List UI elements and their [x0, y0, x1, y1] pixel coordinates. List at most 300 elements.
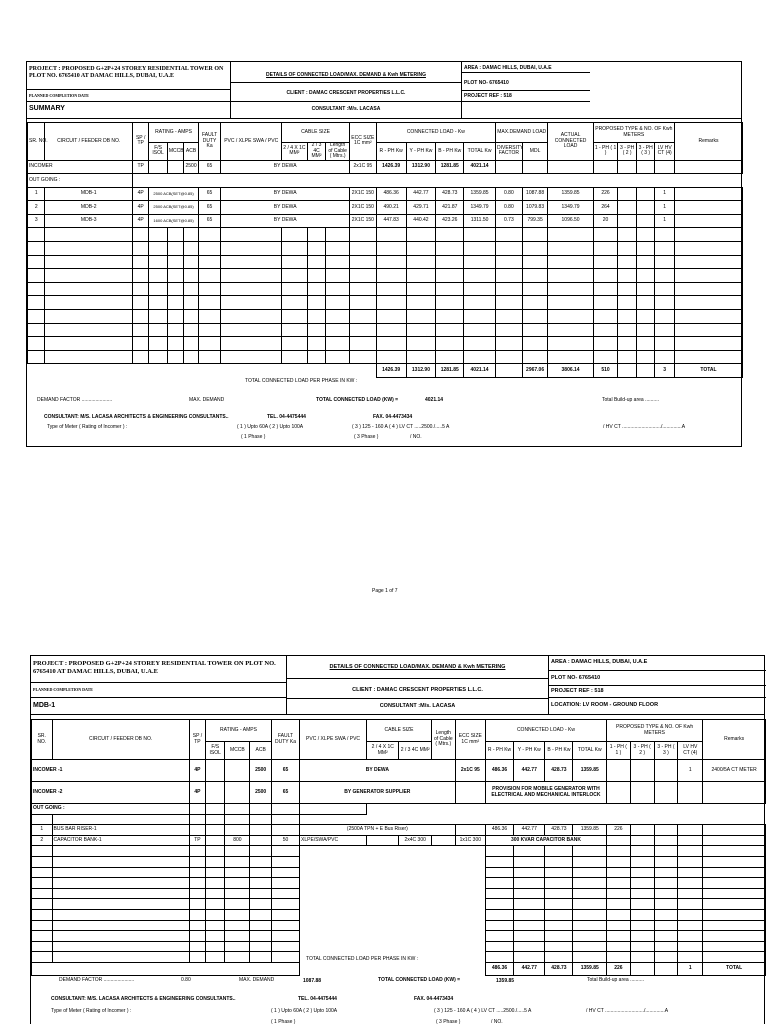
table-cell: (2500A TPN + E Bus Riser) — [300, 825, 456, 836]
table-cell — [455, 920, 485, 931]
table-row-empty — [28, 242, 743, 256]
table-cell — [674, 174, 742, 188]
table-cell: 2x1C 95 — [455, 760, 485, 782]
table-cell — [221, 174, 282, 188]
table-cell — [678, 846, 703, 857]
table-cell — [184, 310, 198, 324]
table-cell — [636, 282, 655, 296]
table-cell — [250, 835, 272, 846]
table-cell — [300, 931, 367, 942]
total-connected-label: TOTAL CONNECTED LOAD (KW) = — [378, 977, 461, 983]
table-cell — [52, 899, 189, 910]
outgoing-label: OUT GOING : — [32, 804, 190, 815]
page-number: Page 1 of 7 — [372, 588, 398, 594]
table-cell — [703, 909, 766, 920]
table-cell — [282, 337, 308, 351]
table-cell — [189, 846, 205, 857]
table-cell — [250, 814, 272, 825]
table-cell: 428.73 — [545, 760, 573, 782]
table-cell — [225, 888, 250, 899]
table-cell — [431, 846, 455, 857]
table-cell: MDB-1 — [45, 187, 132, 201]
table-cell — [406, 296, 436, 310]
table-cell — [149, 323, 168, 337]
table-cell — [376, 228, 406, 242]
table-cell — [606, 931, 630, 942]
table-cell — [485, 814, 513, 825]
col-circuit: CIRCUIT / FEEDER DB NO. — [45, 123, 132, 161]
meter-option-1: ( 1 ) Upto 60A ( 2 ) Upto 100A — [237, 424, 304, 430]
table-cell: 2X1C 150 — [349, 187, 376, 201]
table-cell: PROVISION FOR MOBILE GENERATOR WITH ELECTRICAL AND MECHANICAL INTERLOCK — [485, 782, 606, 804]
table-cell — [250, 931, 272, 942]
table-cell — [630, 899, 654, 910]
table-cell — [436, 269, 464, 283]
table-cell — [28, 323, 45, 337]
table-cell — [399, 909, 431, 920]
table-cell — [376, 174, 406, 188]
table-cell: 486.36 — [485, 760, 513, 782]
table-cell — [406, 174, 436, 188]
planned-completion: PLANNED COMPLETION DATE — [33, 687, 93, 692]
table-cell — [221, 323, 282, 337]
table-cell — [167, 323, 183, 337]
table-cell — [167, 160, 183, 174]
table-cell — [307, 242, 326, 256]
table-cell — [225, 899, 250, 910]
table-cell — [221, 255, 282, 269]
table-cell — [406, 350, 436, 364]
table-cell: 4021.14 — [464, 160, 496, 174]
table-cell — [678, 899, 703, 910]
table-cell — [300, 920, 367, 931]
table-row-empty — [28, 282, 743, 296]
table-cell — [282, 323, 308, 337]
table-cell: 1349.79 — [548, 201, 593, 215]
table-row-empty — [32, 846, 766, 857]
table-cell — [271, 814, 299, 825]
table-cell — [522, 337, 548, 351]
max-demand-label: MAX. DEMAND — [239, 977, 275, 983]
table-cell — [436, 310, 464, 324]
table-cell — [636, 174, 655, 188]
table-cell: 1359.85 — [464, 187, 496, 201]
table-cell — [636, 310, 655, 324]
table-row-empty — [28, 337, 743, 351]
table-cell — [132, 323, 148, 337]
table-cell — [593, 350, 618, 364]
table-cell — [674, 310, 742, 324]
table-cell — [189, 899, 205, 910]
table-cell — [225, 931, 250, 942]
table-cell — [307, 296, 326, 310]
table-cell: 2 — [32, 835, 53, 846]
table-cell — [496, 296, 523, 310]
table-cell: 2500 — [184, 160, 198, 174]
col-mccb: MCCB — [225, 742, 250, 760]
table-cell — [464, 323, 496, 337]
table-cell: 428.73 — [436, 187, 464, 201]
table-cell — [630, 878, 654, 889]
document-title: DETAILS OF CONNECTED LOAD/MAX. DEMAND & Kwh METERING — [329, 664, 506, 670]
table-cell — [630, 760, 654, 782]
demand-factor-value: 0.80 — [181, 977, 191, 983]
total-cell: 1 — [678, 962, 703, 975]
col-cable-4c: 2 / 3 4C MM² — [399, 742, 431, 760]
total-cell: TOTAL — [703, 962, 766, 975]
col-proposed: PROPOSED TYPE & NO. OF Kwh METERS — [606, 720, 702, 742]
table-cell — [206, 909, 225, 920]
client-label: CLIENT : DAMAC CRESCENT PROPERTIES L.L.C. — [352, 687, 483, 693]
table-cell — [367, 899, 399, 910]
total-connected-value: 4021.14 — [425, 397, 444, 403]
hv-ct: / HV CT ............................/..............A — [586, 1008, 669, 1014]
table-cell: BY DEWA — [221, 160, 350, 174]
table-cell: 440.42 — [406, 214, 436, 228]
table-cell — [271, 825, 299, 836]
table-cell — [326, 282, 350, 296]
table-cell — [307, 174, 326, 188]
table-cell — [496, 337, 523, 351]
table-cell — [45, 282, 132, 296]
table-cell — [431, 888, 455, 899]
table-cell — [271, 856, 299, 867]
table-cell — [496, 323, 523, 337]
table-cell — [225, 782, 250, 804]
table-cell — [703, 846, 766, 857]
table-cell — [399, 920, 431, 931]
table-cell — [376, 296, 406, 310]
table-cell — [522, 296, 548, 310]
table-row — [32, 835, 766, 846]
tel: TEL. 04-4475444 — [267, 414, 306, 420]
table-cell — [184, 337, 198, 351]
table-cell: BY DEWA — [221, 214, 350, 228]
three-phase: ( 3 Phase ) — [354, 434, 379, 440]
table-cell — [45, 337, 132, 351]
table-cell — [307, 350, 326, 364]
table-cell — [349, 296, 376, 310]
table-cell — [703, 835, 766, 846]
table-cell — [606, 782, 630, 804]
col-actual: ACTUAL CONNECTED LOAD — [548, 123, 593, 161]
load-table — [31, 719, 766, 976]
table-cell — [132, 174, 148, 188]
table-cell — [300, 856, 367, 867]
table-cell — [630, 909, 654, 920]
table-cell — [376, 242, 406, 256]
table-row-empty — [32, 909, 766, 920]
table-cell — [167, 174, 183, 188]
table-cell — [45, 242, 132, 256]
table-cell — [703, 920, 766, 931]
table-cell — [367, 835, 399, 846]
table-cell: 0.80 — [496, 187, 523, 201]
table-cell — [545, 846, 573, 857]
table-cell — [282, 242, 308, 256]
table-cell — [674, 350, 742, 364]
table-cell — [221, 269, 282, 283]
table-cell — [367, 888, 399, 899]
table-cell: 2X1C 150 — [349, 201, 376, 215]
table-cell — [271, 909, 299, 920]
table-cell — [674, 242, 742, 256]
table-cell — [455, 878, 485, 889]
table-cell — [225, 825, 250, 836]
col-yph: Y - PH Kw — [514, 742, 545, 760]
table-cell — [367, 931, 399, 942]
table-cell — [250, 804, 272, 815]
table-cell — [32, 846, 53, 857]
table-cell — [149, 174, 168, 188]
table-cell — [636, 323, 655, 337]
demand-factor: DEMAND FACTOR ...................... — [37, 397, 113, 403]
total-cell: 3806.14 — [548, 364, 593, 378]
table-cell — [593, 282, 618, 296]
col-circuit: CIRCUIT / FEEDER DB NO. — [52, 720, 189, 760]
planned-completion: PLANNED COMPLETION DATE — [29, 93, 89, 98]
table-cell — [545, 909, 573, 920]
table-cell: 1 — [655, 187, 675, 201]
table-cell — [655, 310, 675, 324]
table-cell: 442.77 — [514, 760, 545, 782]
table-cell — [464, 255, 496, 269]
table-cell — [436, 350, 464, 364]
table-cell: 1079.83 — [522, 201, 548, 215]
table-cell — [431, 909, 455, 920]
table-cell — [52, 920, 189, 931]
table-cell — [548, 269, 593, 283]
table-cell — [250, 846, 272, 857]
table-cell — [250, 825, 272, 836]
col-fault: FAULT DUTY Ka — [198, 123, 221, 161]
col-yph: Y - PH Kw — [406, 143, 436, 161]
table-cell — [189, 867, 205, 878]
table-row-empty — [32, 899, 766, 910]
total-cell: 1281.85 — [436, 364, 464, 378]
table-cell — [593, 255, 618, 269]
table-cell: 226 — [606, 825, 630, 836]
table-cell — [282, 255, 308, 269]
no-label: / NO. — [410, 434, 422, 440]
table-cell — [52, 888, 189, 899]
table-cell — [455, 814, 485, 825]
col-connected: CONNECTED LOAD - Kw — [376, 123, 495, 143]
table-cell — [307, 228, 326, 242]
table-cell — [149, 296, 168, 310]
table-cell — [630, 804, 654, 815]
table-cell — [45, 296, 132, 310]
table-cell — [548, 282, 593, 296]
table-cell — [300, 814, 367, 825]
totals-label: TOTAL CONNECTED LOAD PER PHASE IN KW : — [306, 956, 419, 962]
table-cell — [678, 856, 703, 867]
table-cell — [436, 323, 464, 337]
table-cell: 1359.85 — [573, 825, 607, 836]
table-cell — [573, 931, 607, 942]
table-cell — [545, 867, 573, 878]
table-cell — [326, 255, 350, 269]
table-cell — [674, 187, 742, 201]
table-cell — [52, 867, 189, 878]
table-cell — [618, 337, 637, 351]
table-cell — [654, 909, 678, 920]
table-cell — [221, 296, 282, 310]
table-cell — [522, 310, 548, 324]
table-cell: 65 — [198, 214, 221, 228]
table-cell — [455, 909, 485, 920]
table-cell — [225, 846, 250, 857]
table-cell — [349, 350, 376, 364]
col-rating: RATING - AMPS — [149, 123, 198, 143]
table-cell — [593, 174, 618, 188]
table-cell — [464, 242, 496, 256]
table-cell — [271, 920, 299, 931]
table-cell: 65 — [198, 187, 221, 201]
table-cell — [496, 174, 523, 188]
col-pvc: PVC / XLPE SWA / PVC — [221, 123, 282, 161]
table-cell — [674, 269, 742, 283]
table-cell — [52, 856, 189, 867]
table-cell — [149, 160, 168, 174]
consultant-footer: CONSULTANT: M/S. LACASA ARCHITECTS & ENGINEERING CONSULTANTS.. — [44, 414, 229, 420]
table-cell — [225, 760, 250, 782]
section-name: MDB-1 — [33, 702, 56, 709]
section-name: SUMMARY — [29, 105, 65, 112]
table-cell — [52, 846, 189, 857]
table-cell — [618, 242, 637, 256]
col-lvhv: LV HV CT (4) — [655, 143, 675, 161]
plot-label: PLOT NO- 6765410 — [551, 675, 601, 681]
table-cell — [367, 846, 399, 857]
table-cell: 1426.39 — [376, 160, 406, 174]
table-cell: 4P — [189, 760, 205, 782]
table-cell — [250, 899, 272, 910]
col-cable-1c: 2 / 4 X 1C MM² — [282, 143, 308, 161]
table-cell — [52, 909, 189, 920]
table-cell — [655, 337, 675, 351]
table-cell — [674, 201, 742, 215]
table-cell — [367, 856, 399, 867]
table-cell — [630, 835, 654, 846]
table-cell: XLPE/SWA/PVC — [300, 835, 367, 846]
col-p3b: 3 - PH ( 3 ) — [636, 143, 655, 161]
table-cell — [206, 920, 225, 931]
table-cell: 2 — [28, 201, 45, 215]
table-cell — [703, 782, 766, 804]
table-cell — [674, 228, 742, 242]
table-cell — [703, 856, 766, 867]
table-cell — [250, 878, 272, 889]
table-cell — [52, 878, 189, 889]
table-cell — [548, 296, 593, 310]
table-cell: 1349.79 — [464, 201, 496, 215]
table-cell — [32, 814, 53, 825]
area-label: AREA : DAMAC HILLS, DUBAI, U.A.E — [464, 65, 552, 71]
table-cell — [184, 269, 198, 283]
table-cell — [367, 867, 399, 878]
table-cell — [703, 804, 766, 815]
table-cell — [545, 920, 573, 931]
table-cell — [189, 909, 205, 920]
table-cell — [376, 255, 406, 269]
total-cell: 2967.06 — [522, 364, 548, 378]
table-row-empty — [32, 878, 766, 889]
table-cell — [198, 174, 221, 188]
table-cell — [184, 174, 198, 188]
table-cell — [271, 888, 299, 899]
table-cell — [349, 282, 376, 296]
table-cell — [184, 242, 198, 256]
table-cell — [132, 228, 148, 242]
total-cell: 1312.90 — [406, 364, 436, 378]
table-cell — [326, 337, 350, 351]
table-cell — [198, 350, 221, 364]
table-cell — [573, 909, 607, 920]
col-ecc: ECC SIZE 1C mm² — [349, 123, 376, 161]
table-cell — [307, 255, 326, 269]
table-cell — [167, 296, 183, 310]
table-cell — [455, 888, 485, 899]
table-cell — [198, 337, 221, 351]
table-cell — [206, 856, 225, 867]
table-cell — [132, 282, 148, 296]
table-cell — [32, 867, 53, 878]
project-title: PROJECT : PROPOSED G+2P+24 STOREY RESIDENTIAL TOWER ON PLOT NO. 6765410 AT DAMAC HILLS, DUBAI, U.A.E — [33, 660, 276, 675]
table-cell — [225, 878, 250, 889]
col-total: TOTAL Kw — [464, 143, 496, 161]
table-cell — [167, 337, 183, 351]
table-cell — [678, 920, 703, 931]
table-cell: 4P — [132, 201, 148, 215]
table-cell: 1359.85 — [548, 187, 593, 201]
table-cell — [636, 242, 655, 256]
table-cell — [593, 323, 618, 337]
table-cell: 429.71 — [406, 201, 436, 215]
buildup-area: Total Build-up area .......... — [602, 397, 659, 403]
table-cell — [221, 310, 282, 324]
table-cell — [548, 323, 593, 337]
table-cell — [225, 856, 250, 867]
table-cell — [32, 920, 53, 931]
table-cell — [636, 201, 655, 215]
table-cell: MDB-2 — [45, 201, 132, 215]
table-cell — [431, 931, 455, 942]
table-cell — [399, 814, 431, 825]
table-row — [28, 201, 743, 215]
table-cell — [630, 825, 654, 836]
table-cell — [307, 310, 326, 324]
table-cell — [149, 310, 168, 324]
table-cell — [573, 804, 607, 815]
table-cell — [28, 255, 45, 269]
table-cell — [573, 899, 607, 910]
table-cell — [406, 310, 436, 324]
col-pvc: PVC / XLPE SWA / PVC — [300, 720, 367, 760]
table-cell — [548, 310, 593, 324]
table-cell — [28, 337, 45, 351]
table-cell — [198, 242, 221, 256]
table-cell: 300 KVAR CAPACITOR BANK — [485, 835, 606, 846]
area-label: AREA : DAMAC HILLS, DUBAI, U.A.E — [551, 659, 648, 665]
col-fault: FAULT DUTY Ka — [271, 720, 299, 760]
table-cell — [674, 255, 742, 269]
table-cell — [149, 228, 168, 242]
table-cell: 2500 ACB(SET@0.85) — [149, 201, 198, 215]
project-ref-label: PROJECT REF : 518 — [464, 93, 512, 99]
table-cell — [636, 269, 655, 283]
table-cell — [406, 282, 436, 296]
